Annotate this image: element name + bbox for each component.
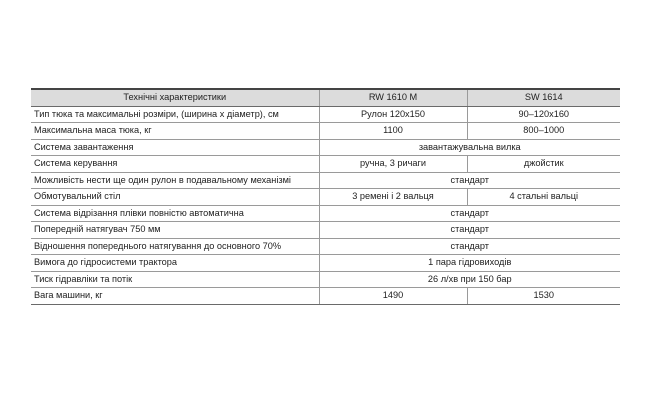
parameter-cell: Тип тюка та максимальні розміри, (ширина х діаметр), см <box>31 106 319 123</box>
table-header-row <box>31 89 620 106</box>
table-row <box>31 205 620 222</box>
table-row <box>31 139 620 156</box>
value-cell-rw-1610-m: Рулон 120х150 <box>319 106 467 123</box>
spec-table <box>31 88 620 305</box>
value-cell-shared: стандарт <box>319 205 620 222</box>
table-row <box>31 189 620 206</box>
table-row <box>31 238 620 255</box>
table-row <box>31 288 620 305</box>
parameter-cell: Максимальна маса тюка, кг <box>31 123 319 140</box>
table-row <box>31 106 620 123</box>
value-cell-sw-1614: 4 стальні вальці <box>467 189 620 206</box>
table-row <box>31 222 620 239</box>
value-cell-rw-1610-m: 1100 <box>319 123 467 140</box>
table-row <box>31 172 620 189</box>
table-row <box>31 255 620 272</box>
header-sw-1614: SW 1614 <box>467 89 620 106</box>
parameter-cell: Відношення попереднього натягування до основного 70% <box>31 238 319 255</box>
value-cell-shared: стандарт <box>319 222 620 239</box>
parameter-cell: Вимога до гідросистеми трактора <box>31 255 319 272</box>
parameter-cell: Можливість нести ще один рулон в подавальному механізмі <box>31 172 319 189</box>
value-cell-shared: завантажувальна вилка <box>319 139 620 156</box>
value-cell-sw-1614: 1530 <box>467 288 620 305</box>
parameter-cell: Обмотувальний стіл <box>31 189 319 206</box>
value-cell-rw-1610-m: 3 ремені і 2 вальця <box>319 189 467 206</box>
table-row <box>31 156 620 173</box>
parameter-cell: Система керування <box>31 156 319 173</box>
header-characteristics: Технічні характеристики <box>31 89 319 106</box>
table-row <box>31 271 620 288</box>
parameter-cell: Попередній натягувач 750 мм <box>31 222 319 239</box>
value-cell-shared: 26 л/хв при 150 бар <box>319 271 620 288</box>
value-cell-shared: стандарт <box>319 172 620 189</box>
table-row <box>31 123 620 140</box>
parameter-cell: Вага машини, кг <box>31 288 319 305</box>
value-cell-sw-1614: 90–120х160 <box>467 106 620 123</box>
value-cell-shared: стандарт <box>319 238 620 255</box>
header-rw-1610-m: RW 1610 M <box>319 89 467 106</box>
parameter-cell: Тиск гідравліки та потік <box>31 271 319 288</box>
value-cell-sw-1614: 800–1000 <box>467 123 620 140</box>
parameter-cell: Система завантаження <box>31 139 319 156</box>
parameter-cell: Система відрізання плівки повністю автоматична <box>31 205 319 222</box>
value-cell-rw-1610-m: 1490 <box>319 288 467 305</box>
value-cell-rw-1610-m: ручна, 3 ричаги <box>319 156 467 173</box>
value-cell-sw-1614: джойстик <box>467 156 620 173</box>
value-cell-shared: 1 пара гідровиходів <box>319 255 620 272</box>
